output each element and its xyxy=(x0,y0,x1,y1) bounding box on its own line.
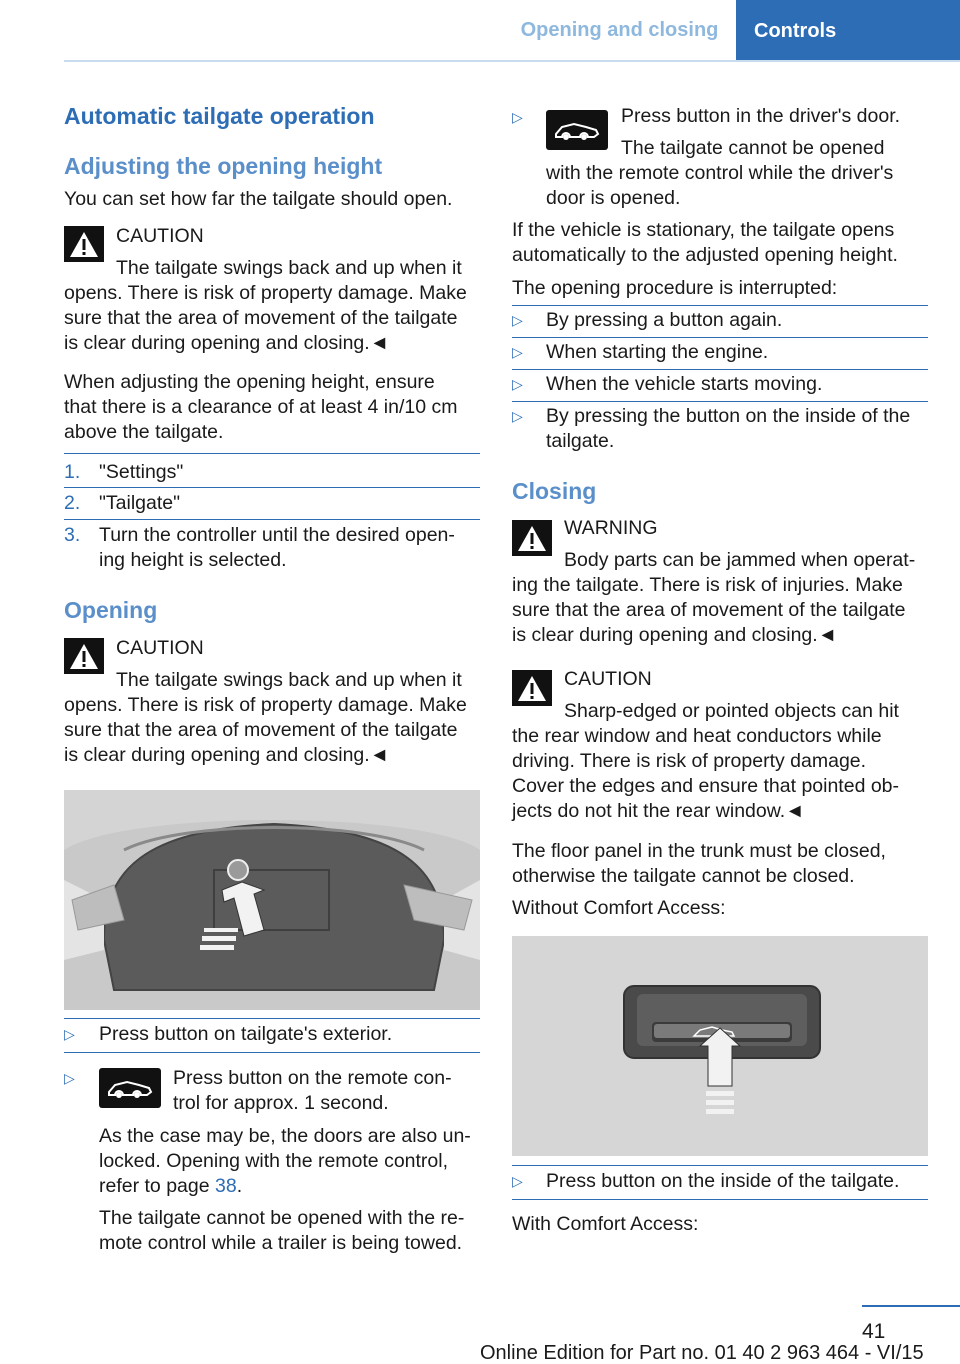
caution-warning-icon xyxy=(64,638,104,674)
list-divider xyxy=(64,1052,480,1053)
bullet-triangle-icon: ▷ xyxy=(64,1070,75,1086)
list-divider xyxy=(512,1165,928,1166)
reference-suffix: . xyxy=(236,1175,243,1197)
caution-text: is clear during opening and closing.◄ xyxy=(64,332,389,354)
step-text: "Settings" xyxy=(99,461,184,483)
bullet-triangle-icon: ▷ xyxy=(512,109,523,125)
bullet-triangle-icon: ▷ xyxy=(512,376,523,392)
caution-label: CAUTION xyxy=(116,637,204,659)
list-divider xyxy=(64,1018,480,1019)
bullet-triangle-icon: ▷ xyxy=(512,312,523,328)
stationary-text: automatically to the adjusted opening height. xyxy=(512,244,898,266)
caution-label: CAUTION xyxy=(564,668,652,690)
warning-text: ing the tailgate. There is risk of injuries. Make xyxy=(512,574,903,596)
list-divider xyxy=(512,1199,928,1200)
reference-text: refer to page xyxy=(99,1175,215,1197)
caution-text: The tailgate swings back and up when it xyxy=(116,257,462,279)
list-divider xyxy=(64,453,480,454)
tailgate-inside-button-illustration xyxy=(512,936,928,1156)
page-reference xyxy=(99,1174,242,1199)
bullet-text: Press button on the remote con- xyxy=(173,1067,452,1089)
interrupt-item: When starting the engine. xyxy=(546,341,769,363)
interrupt-item: When the vehicle starts moving. xyxy=(546,373,823,395)
page-link[interactable]: 38 xyxy=(215,1175,237,1197)
caution-text: opens. There is risk of property damage. Make xyxy=(64,694,467,716)
caution-text: the rear window and heat conductors while xyxy=(512,725,882,747)
bullet-text: Press button in the driver's door. xyxy=(621,105,901,127)
warning-text: is clear during opening and closing.◄ xyxy=(512,624,837,646)
tailgate-exterior-illustration xyxy=(64,790,480,1010)
caution-warning-icon xyxy=(512,670,552,706)
warning-icon xyxy=(512,520,552,556)
adjust-text: above the tailgate. xyxy=(64,421,224,443)
interrupt-item: By pressing the button on the inside of the xyxy=(546,405,911,427)
caution-text: The tailgate swings back and up when it xyxy=(116,669,462,691)
header-chapter-tab: Controls xyxy=(736,0,960,62)
interrupt-item: By pressing a button again. xyxy=(546,309,783,331)
floor-panel-text: otherwise the tailgate cannot be closed. xyxy=(512,865,855,887)
page-title: Automatic tailgate operation xyxy=(64,103,375,129)
page-number: 41 xyxy=(862,1320,886,1343)
bullet-triangle-icon: ▷ xyxy=(64,1026,75,1042)
remote-tailgate-button-icon xyxy=(99,1068,161,1108)
floor-panel-text: The floor panel in the trunk must be closed, xyxy=(512,840,886,862)
header-rule xyxy=(64,60,960,62)
caution-text: jects do not hit the rear window.◄ xyxy=(512,800,805,822)
bullet-text: The tailgate cannot be opened xyxy=(621,137,885,159)
caution-text: Sharp-edged or pointed objects can hit xyxy=(564,700,899,722)
footer-page-rule xyxy=(862,1305,960,1307)
warning-text: sure that the area of movement of the tailgate xyxy=(512,599,906,621)
bullet-text: Press button on tailgate's exterior. xyxy=(99,1023,393,1045)
interrupted-text: The opening procedure is interrupted: xyxy=(512,277,838,299)
with-comfort-text: With Comfort Access: xyxy=(512,1213,699,1235)
step-text: Turn the controller until the desired open- xyxy=(99,524,455,546)
list-divider xyxy=(512,337,928,338)
caution-text: opens. There is risk of property damage. Make xyxy=(64,282,467,304)
footer-edition: Online Edition for Part no. 01 40 2 963 464 - VI/15 xyxy=(480,1342,924,1364)
driver-door-tailgate-button-icon xyxy=(546,110,608,150)
header-section-title: Opening and closing xyxy=(520,18,719,41)
section-heading-opening: Opening xyxy=(64,597,158,623)
list-divider xyxy=(64,487,480,488)
list-divider xyxy=(512,305,928,306)
list-divider xyxy=(512,369,928,370)
step-text: ing height is selected. xyxy=(99,549,287,571)
caution-text: sure that the area of movement of the tailgate xyxy=(64,719,458,741)
step-number: 2. xyxy=(64,492,81,514)
warning-label: WARNING xyxy=(564,517,658,539)
bullet-text: door is opened. xyxy=(546,187,681,209)
bullet-triangle-icon: ▷ xyxy=(512,408,523,424)
bullet-note: As the case may be, the doors are also un- xyxy=(99,1125,471,1147)
caution-warning-icon xyxy=(64,226,104,262)
list-divider xyxy=(512,401,928,402)
bullet-triangle-icon: ▷ xyxy=(512,344,523,360)
bullet-note: The tailgate cannot be opened with the re- xyxy=(99,1207,465,1229)
bullet-text: trol for approx. 1 second. xyxy=(173,1092,389,1114)
intro-text: You can set how far the tailgate should open. xyxy=(64,188,453,210)
warning-text: Body parts can be jammed when operat- xyxy=(564,549,916,571)
caution-text: Cover the edges and ensure that pointed ob- xyxy=(512,775,900,797)
bullet-note: mote control while a trailer is being towed. xyxy=(99,1232,463,1254)
caution-text: driving. There is risk of property damage. xyxy=(512,750,867,772)
section-heading-adjusting: Adjusting the opening height xyxy=(64,153,383,179)
bullet-text: with the remote control while the driver's xyxy=(546,162,894,184)
caution-text: sure that the area of movement of the tailgate xyxy=(64,307,458,329)
caution-label: CAUTION xyxy=(116,225,204,247)
bullet-note: locked. Opening with the remote control, xyxy=(99,1150,449,1172)
bullet-triangle-icon: ▷ xyxy=(512,1173,523,1189)
section-heading-closing: Closing xyxy=(512,478,597,504)
caution-text: is clear during opening and closing.◄ xyxy=(64,744,389,766)
adjust-text: When adjusting the opening height, ensure xyxy=(64,371,435,393)
stationary-text: If the vehicle is stationary, the tailgate opens xyxy=(512,219,895,241)
list-divider xyxy=(64,519,480,520)
step-number: 3. xyxy=(64,524,81,546)
step-text: "Tailgate" xyxy=(99,492,181,514)
without-comfort-text: Without Comfort Access: xyxy=(512,897,726,919)
step-number: 1. xyxy=(64,461,81,483)
interrupt-item: tailgate. xyxy=(546,430,615,452)
bullet-text: Press button on the inside of the tailgate. xyxy=(546,1170,900,1192)
adjust-text: that there is a clearance of at least 4 in/10 cm xyxy=(64,396,458,418)
